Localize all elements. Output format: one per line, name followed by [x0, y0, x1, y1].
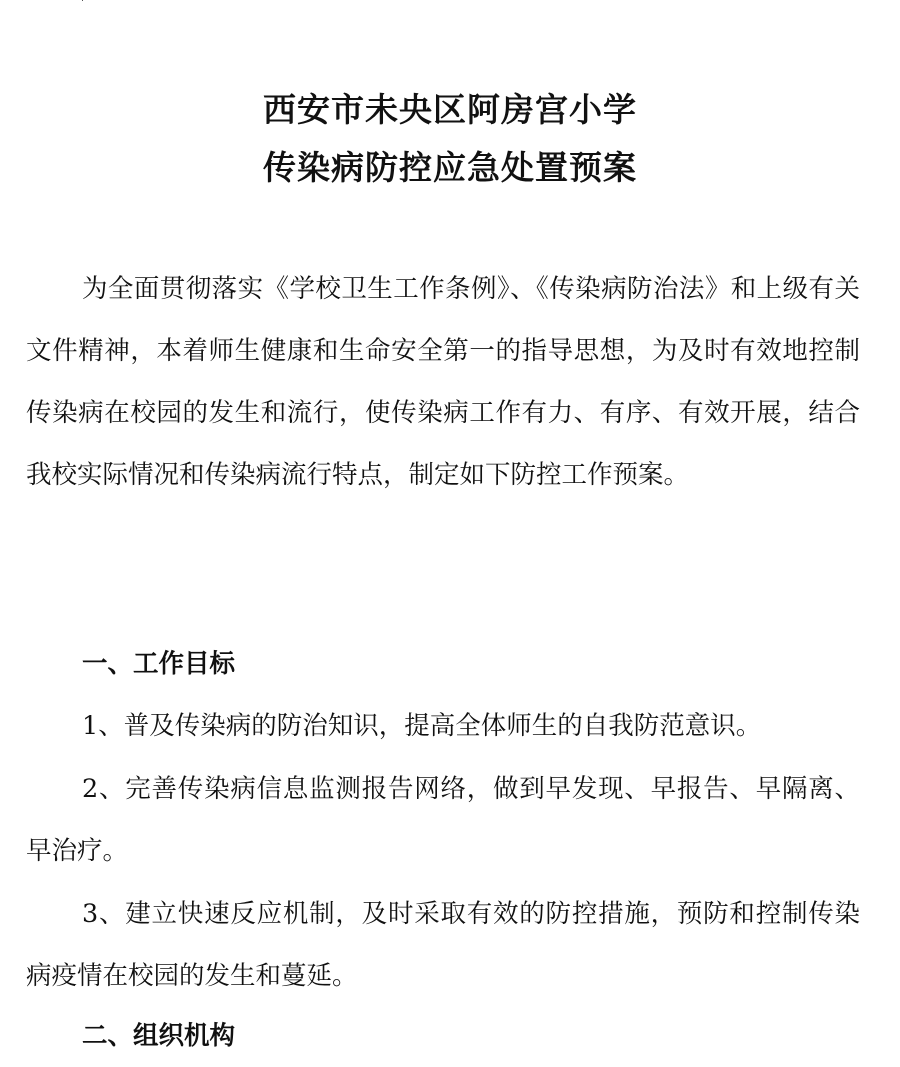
section-heading-organization: 二、组织机构 — [82, 1021, 236, 1051]
goal-item-2: 2、完善传染病信息监测报告网络，做到早发现、早报告、早隔离、早治疗。 — [26, 774, 860, 866]
title-plan-name: 传染病防控应急处置预案 — [263, 148, 637, 187]
section-heading-goals: 一、工作目标 — [82, 649, 236, 679]
intro-paragraph: 为全面贯彻落实《学校卫生工作条例》、《传染病防治法》和上级有关文件精神，本着师生健康和生命安全第一的指导思想，为及时有效地控制传染病在校园的发生和流行，使传染病工作有力、有序、有效开展，结合我校实际情况和传染病流行特点，制定如下防控工作预案。 — [26, 274, 860, 490]
goal-item-1: 1、普及传染病的防治知识，提高全体师生的自我防范意识。 — [82, 711, 762, 741]
goal-item-3: 3、建立快速反应机制，及时采取有效的防控措施，预防和控制传染病疫情在校园的发生和蔓延。 — [26, 899, 860, 991]
page-corner-mark — [82, 0, 83, 1]
document-title — [0, 86, 900, 202]
title-school-name: 西安市未央区阿房宫小学 — [263, 90, 637, 129]
